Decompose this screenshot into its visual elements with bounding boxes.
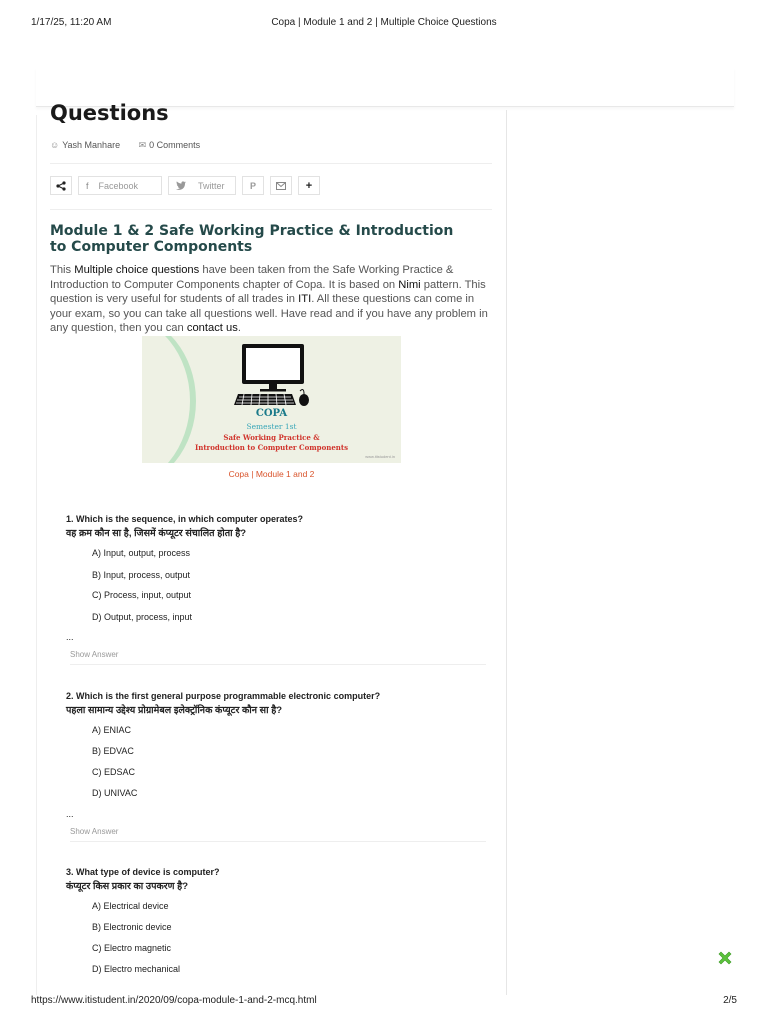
show-answer-button[interactable]: Show Answer <box>70 827 119 836</box>
intro-paragraph: This Multiple choice questions have been taken from the Safe Working Practice & Introduction to Computer Components chapter of Copa. It is based on Nimi pattern. This question is very useful for students of all trades in ITI. All these questions can come in your exam, so you can take all questions well. Have read and if you have any problem in any question, then you can contact us. <box>50 264 488 335</box>
question-text-hi: कंप्यूटर किस प्रकार का उपकरण है? <box>66 881 189 892</box>
facebook-share-button[interactable] <box>78 176 162 195</box>
print-url: https://www.itistudent.in/2020/09/copa-module-1-and-2-mcq.html <box>31 995 317 1006</box>
divider <box>50 163 492 164</box>
share-bar <box>50 176 326 195</box>
email-share-button[interactable] <box>270 176 292 195</box>
option-c: C) Process, input, output <box>92 590 192 600</box>
user-icon: ☺ <box>50 140 60 150</box>
print-datetime: 1/17/25, 11:20 AM <box>31 17 112 28</box>
question-text-hi: पहला सामान्य उद्देश्य प्रोग्रामेबल इलेक्ट्रॉनिक कंप्यूटर कौन सा है? <box>66 705 283 716</box>
option-b: B) EDVAC <box>92 746 134 756</box>
plus-icon: + <box>305 179 313 192</box>
author-link[interactable] <box>50 140 131 150</box>
question-3 <box>66 867 486 974</box>
share-button[interactable] <box>50 176 72 195</box>
article-banner-image <box>142 336 401 463</box>
nimi-link[interactable]: Nimi <box>398 278 421 291</box>
option-d: D) Electro mechanical <box>92 964 181 974</box>
show-answer-button[interactable]: Show Answer <box>70 650 119 659</box>
option-b: B) Input, process, output <box>92 570 191 580</box>
twitter-icon <box>176 181 186 190</box>
section-heading: Module 1 & 2 Safe Working Practice & Introduction to Computer Components <box>50 223 454 255</box>
banner-watermark: www.itistudent.in <box>365 454 395 459</box>
question-1 <box>66 514 486 659</box>
question-text-en: 3. What type of device is computer? <box>66 867 220 877</box>
page-frame <box>36 40 734 990</box>
close-icon[interactable] <box>716 949 734 967</box>
question-2 <box>66 691 486 836</box>
iti-link[interactable]: ITI <box>298 293 312 306</box>
facebook-label: Facebook <box>98 180 139 191</box>
ellipsis: ... <box>66 809 74 819</box>
more-share-button[interactable] <box>298 176 320 195</box>
twitter-label: Twitter <box>198 180 225 191</box>
divider <box>50 209 492 210</box>
pinterest-icon: P <box>249 180 256 191</box>
image-caption: Copa | Module 1 and 2 <box>228 469 315 479</box>
question-text-en: 1. Which is the sequence, in which computer operates? <box>66 514 304 524</box>
option-c: C) EDSAC <box>92 767 136 777</box>
post-meta <box>50 140 216 151</box>
banner-title-line-1: Safe Working Practice & <box>223 433 320 442</box>
comments-link[interactable] <box>139 140 209 150</box>
question-text-en: 2. Which is the first general purpose programmable electronic computer? <box>66 691 381 701</box>
share-icon <box>56 181 66 191</box>
facebook-icon: f <box>86 180 89 191</box>
email-icon <box>276 182 286 190</box>
print-page-title: Copa | Module 1 and 2 | Multiple Choice Questions <box>271 17 497 28</box>
print-page-number: 2/5 <box>723 995 737 1006</box>
banner-title-line-2: Introduction to Computer Components <box>194 443 349 452</box>
question-text-hi: वह क्रम कौन सा है, जिसमें कंप्यूटर संचालित होता है? <box>66 528 247 539</box>
option-a: A) Input, output, process <box>92 548 191 558</box>
option-a: A) ENIAC <box>92 725 132 735</box>
divider <box>70 841 486 842</box>
option-b: B) Electronic device <box>92 922 172 932</box>
contact-us-link[interactable]: contact us <box>186 322 238 335</box>
twitter-share-button[interactable] <box>168 176 236 195</box>
computer-icon <box>234 342 312 406</box>
banner-copa-text: COPA <box>255 408 288 419</box>
comments-count: 0 Comments <box>149 140 201 150</box>
comment-icon: ✉ <box>138 140 147 150</box>
sidebar-divider <box>506 110 507 995</box>
option-c: C) Electro magnetic <box>92 943 172 953</box>
pinterest-share-button[interactable] <box>242 176 264 195</box>
ellipsis: ... <box>66 632 74 642</box>
divider <box>70 664 486 665</box>
left-divider <box>36 115 37 995</box>
option-d: D) Output, process, input <box>92 612 193 622</box>
option-d: D) UNIVAC <box>92 788 138 798</box>
author-name: Yash Manhare <box>62 140 121 150</box>
option-a: A) Electrical device <box>92 901 169 911</box>
post-title: Questions <box>50 101 169 125</box>
mcq-link[interactable]: Multiple choice questions <box>74 264 200 276</box>
banner-semester-text: Semester 1st <box>246 422 297 431</box>
